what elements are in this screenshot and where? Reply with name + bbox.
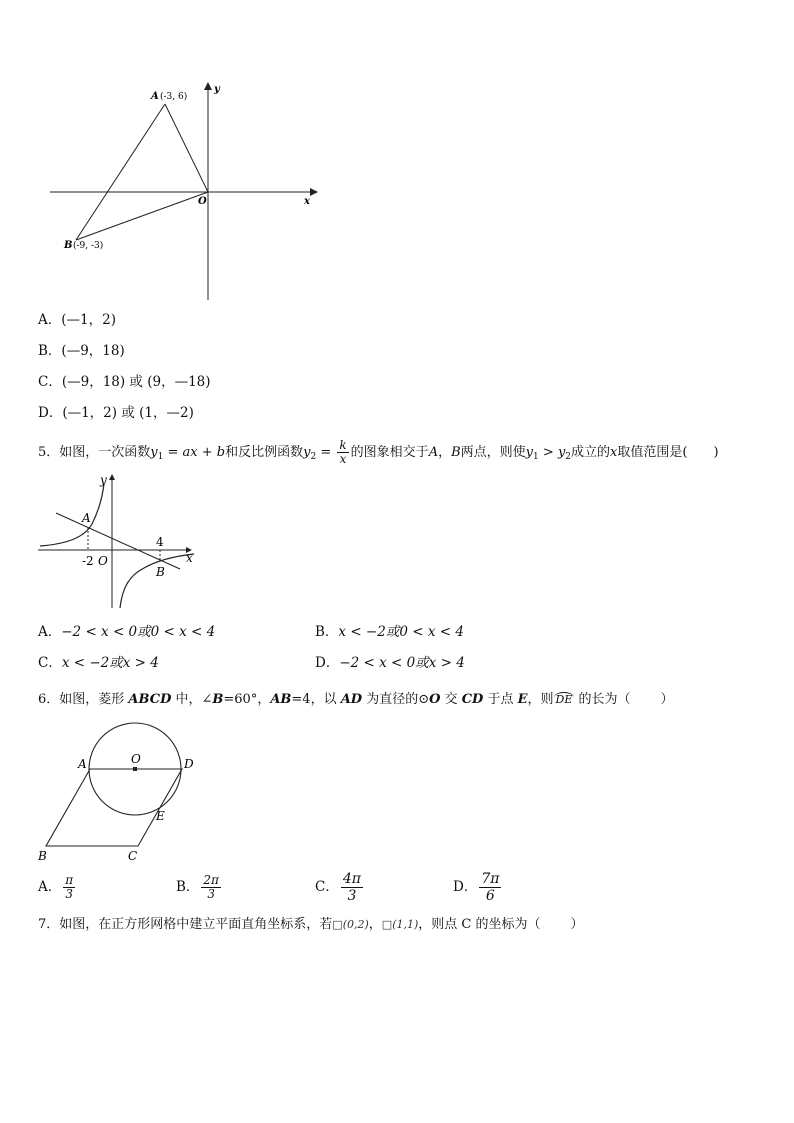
ineq-y1: y <box>525 445 534 460</box>
option-text: (—9，18) 或 (9，—18) <box>61 374 211 390</box>
option-fraction <box>479 871 501 904</box>
option-text: (—9，18) <box>61 343 125 359</box>
text: 和反比例函数 <box>225 445 304 460</box>
q5-option-a[interactable] <box>38 623 215 641</box>
option-text: x < −2或x > 4 <box>61 655 159 671</box>
q5-option-b[interactable] <box>315 623 464 641</box>
coord-1: □(0,2) <box>332 918 369 931</box>
hyperbola-branch-right <box>120 554 194 608</box>
label-x: x <box>304 196 310 207</box>
option-label: A． <box>38 312 62 328</box>
option-label: D． <box>315 655 340 671</box>
numerator: 7π <box>481 871 500 887</box>
q6-option-a[interactable] <box>38 870 77 904</box>
option-label: B． <box>38 343 62 359</box>
option-label: A． <box>38 624 62 640</box>
option-fraction <box>63 874 75 901</box>
var-x: x <box>610 445 618 460</box>
var-y2: y <box>303 445 311 460</box>
label-B: B <box>156 565 165 579</box>
q5-figure <box>36 472 201 614</box>
text: 成立的 <box>571 445 611 460</box>
q6-option-c[interactable] <box>315 870 365 904</box>
point-B: B <box>451 445 461 460</box>
denominator: 3 <box>65 887 74 901</box>
q4-option-b[interactable] <box>38 342 125 360</box>
sub-2: 2 <box>565 452 572 462</box>
angle-vertex: B <box>212 692 224 707</box>
option-label: C． <box>315 879 339 895</box>
q6-figure <box>34 718 209 866</box>
label-x: x <box>186 551 193 565</box>
question-number: 6． <box>38 692 60 707</box>
numerator: 2π <box>203 873 219 887</box>
option-label: C． <box>38 374 62 390</box>
q6-option-b[interactable] <box>176 870 223 904</box>
option-fraction <box>341 871 363 904</box>
text: 的长为（ <box>574 692 631 707</box>
label-A: A <box>82 511 91 525</box>
ineq-y2: y <box>557 445 566 460</box>
q6-stem <box>38 690 674 710</box>
q5-option-c[interactable] <box>38 654 159 672</box>
label-B: B <box>64 240 73 251</box>
question-number: 5． <box>38 445 60 460</box>
label-O: O <box>98 554 108 568</box>
q4-option-c[interactable] <box>38 373 211 391</box>
text: =4，以 <box>291 692 341 707</box>
center-dot <box>133 767 137 771</box>
option-text: −2 < x < 0或0 < x < 4 <box>61 624 216 640</box>
text: 如图，在正方形网格中建立平面直角坐标系，若 <box>59 917 333 932</box>
point-E: E <box>517 692 528 707</box>
text: 的图象相交于 <box>350 445 429 460</box>
side-AB: AB <box>270 692 292 707</box>
q4-option-d[interactable] <box>38 404 194 422</box>
text: 交 <box>440 692 462 707</box>
arc-DE: DE <box>555 693 573 706</box>
option-label: D． <box>38 405 63 421</box>
eq-sign: = <box>316 445 336 460</box>
q7-stem <box>38 915 584 935</box>
text: 两点，则使 <box>460 445 526 460</box>
text: 中，∠ <box>171 692 213 707</box>
question-number: 7． <box>38 917 60 932</box>
option-label: C． <box>38 655 62 671</box>
label-A-coord: (-3, 6) <box>160 92 188 102</box>
y-axis-arrow <box>204 82 212 90</box>
eq-linear: = ax + b <box>163 445 226 460</box>
option-label: B． <box>176 879 200 895</box>
segment-AB <box>76 104 165 240</box>
text: ， <box>438 445 452 460</box>
denominator: 3 <box>347 888 357 904</box>
q5-option-d[interactable] <box>315 654 465 672</box>
text: 如图，菱形 <box>59 692 129 707</box>
text: ，则点 C 的坐标为（ <box>418 917 541 932</box>
point-A: A <box>428 445 439 460</box>
y-axis-arrow <box>109 474 115 480</box>
denominator: 3 <box>207 887 215 901</box>
label-B: B <box>38 849 47 863</box>
option-text: (—1，2) 或 (1，—2) <box>62 405 194 421</box>
denominator: x <box>339 452 347 466</box>
numerator: π <box>65 873 74 887</box>
label-B-coord: (-9, -3) <box>73 241 104 251</box>
label-neg2: -2 <box>82 554 94 568</box>
q6-option-d[interactable] <box>453 870 503 904</box>
segment-BO <box>76 192 208 240</box>
option-label: D． <box>453 879 478 895</box>
x-axis-arrow <box>310 188 318 196</box>
text: 取值范围是( <box>617 445 688 460</box>
sub-1: 1 <box>157 452 164 462</box>
label-A: A <box>78 757 87 771</box>
coord-2: □(1,1) <box>381 918 419 931</box>
text: =60°， <box>223 692 271 707</box>
side-CD: CD <box>461 692 484 707</box>
rhombus-name: ABCD <box>128 692 172 707</box>
option-text: −2 < x < 0或x > 4 <box>339 655 465 671</box>
numerator: 4π <box>342 871 361 887</box>
numerator: k <box>339 438 347 452</box>
option-text: x < −2或0 < x < 4 <box>338 624 464 640</box>
label-C: C <box>128 849 138 863</box>
option-text: (—1，2) <box>61 312 116 328</box>
text: ， <box>368 917 382 932</box>
label-O: O <box>131 752 141 766</box>
q4-option-a[interactable] <box>38 311 116 329</box>
option-label: B． <box>315 624 339 640</box>
text: ，则 <box>527 692 554 707</box>
label-y: y <box>100 473 107 487</box>
var-y1: y <box>150 445 158 460</box>
label-y: y <box>214 84 220 95</box>
denominator: 6 <box>485 888 495 904</box>
label-A: A <box>151 91 159 102</box>
option-label: A． <box>38 879 62 895</box>
text: 于点 <box>483 692 518 707</box>
sub-1: 1 <box>533 452 539 462</box>
label-O: O <box>198 196 207 207</box>
option-fraction <box>201 874 221 901</box>
ineq-gt: > <box>538 445 558 460</box>
text: ） <box>660 692 674 707</box>
label-E: E <box>156 809 165 823</box>
label-D: D <box>184 757 194 771</box>
circle-center: O <box>429 692 441 707</box>
hyperbola-branch-left <box>40 484 104 546</box>
q5-stem <box>38 439 719 467</box>
segment-AO <box>165 104 208 192</box>
text: ) <box>713 445 719 460</box>
side-AD: AD <box>340 692 363 707</box>
text: 如图，一次函数 <box>59 445 151 460</box>
fraction-k-over-x <box>337 439 348 466</box>
label-4: 4 <box>156 535 164 549</box>
text: ） <box>570 917 584 932</box>
q4-figure <box>40 80 330 305</box>
text: 为直径的⊙ <box>362 692 430 707</box>
sub-2: 2 <box>310 452 317 462</box>
rhombus-ABCD <box>46 769 182 846</box>
